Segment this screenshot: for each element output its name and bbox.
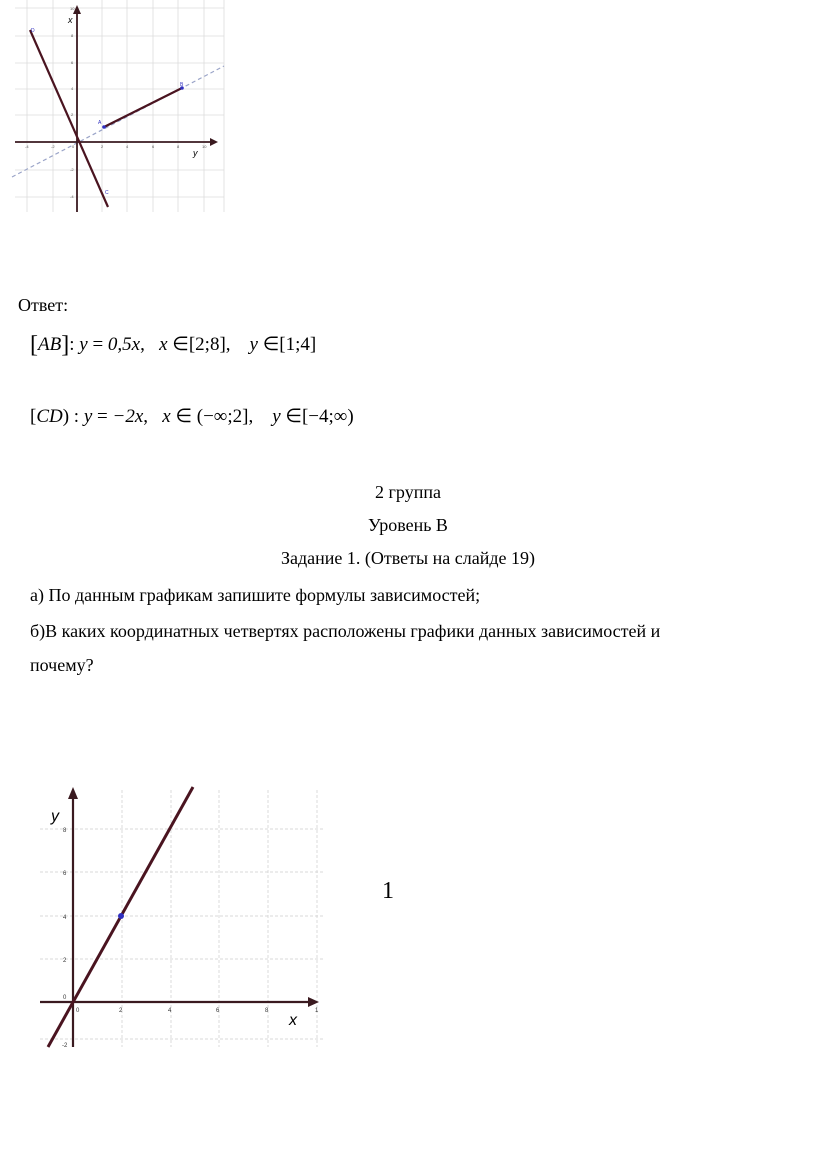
cd-eq-lhs: y [83, 406, 93, 427]
cd-segment: CD [36, 406, 63, 427]
cd-y-range: [−4;∞) [301, 406, 354, 427]
graph-2-grid [40, 790, 325, 1047]
graph-1-vtick: -2 [70, 167, 74, 172]
graph-1-horizontal-arrow-icon [210, 138, 218, 146]
graph-1 [10, 0, 230, 215]
graph-2-x-label: x [289, 1012, 297, 1029]
graph-1-htick: -4 [25, 144, 29, 149]
graph-2-x-tick: 6 [216, 1008, 220, 1014]
graph-1-vtick: 10 [70, 6, 75, 11]
task-title: Задание 1. (Ответы на слайде 19) [281, 548, 535, 568]
ab-segment: AB [38, 334, 62, 355]
graph-2-y-arrow-icon [68, 787, 78, 799]
cd-eq-rhs: −2x [112, 406, 144, 427]
ab-eq-lhs: y [79, 334, 88, 355]
graph-number: 1 [382, 878, 394, 904]
ab-x-range: [2;8] [188, 334, 226, 355]
graph-2-x-tick: 0 [76, 1008, 80, 1014]
graph-2-x-tick: 4 [168, 1008, 172, 1014]
graph-1-vtick: -4 [70, 194, 74, 199]
answer-heading: Ответ: [18, 295, 69, 315]
task-item-b-line2: почему? [30, 655, 94, 675]
bracket-close: ] [61, 332, 70, 358]
graph-2-point-icon [118, 913, 124, 919]
graph-1-vtick: 6 [71, 60, 74, 65]
graph-2-y-tick: 4 [63, 915, 67, 921]
graph-2-y-label: y [51, 808, 59, 825]
graph-1-vtick: 4 [71, 86, 74, 91]
graph-1-htick: 6 [152, 144, 155, 149]
graph-2-x-tick: 8 [265, 1008, 269, 1014]
cd-y-var: y [272, 406, 281, 427]
graph-2-x-tick: 2 [119, 1008, 123, 1014]
graph-2-y-tick: 8 [63, 828, 67, 834]
level-title: Уровень В [368, 515, 448, 535]
graph-1-htick: 8 [177, 144, 180, 149]
group-title: 2 группа [375, 482, 441, 502]
graph-1-vertical-label: x [68, 15, 73, 25]
graph-2-x-tick: 1 [315, 1008, 319, 1014]
point-label-a: A [98, 120, 102, 126]
point-label-d: D [31, 28, 35, 34]
graph-1-vtick: 2 [71, 112, 74, 117]
dashed-guide-line [12, 66, 224, 177]
task-item-b-line1: б)В каких координатных четвертях расположены графики данных зависимостей и [30, 621, 661, 641]
graph-2-y-tick: 2 [63, 958, 67, 964]
graph-1-grid [15, 0, 224, 212]
graph-2-y-tick: 6 [63, 871, 67, 877]
graph-1-vtick: 8 [71, 33, 74, 38]
answer-cd-formula: [CD) : y = −2x, x ∈ (−∞;2], y ∈[−4;∞) [30, 406, 354, 427]
point-a-icon [102, 125, 106, 129]
point-label-c: C [105, 190, 109, 196]
graph-1-htick: 4 [126, 144, 129, 149]
answer-ab-formula: [AB]: y = 0,5x, x ∈[2;8], y ∈[1;4] [30, 332, 317, 358]
graph-2-y-tick: -2 [62, 1043, 68, 1049]
graph-1-horizontal-label: y [193, 148, 198, 158]
cd-x-var: x [162, 406, 171, 427]
ab-y-var: y [249, 334, 258, 355]
ab-y-range: [1;4] [279, 334, 317, 355]
graph-1-htick: 10 [202, 144, 207, 149]
graph-1-htick: 2 [101, 144, 104, 149]
line-cd [30, 30, 108, 207]
ab-x-var: x [159, 334, 168, 355]
bracket-open: [ [30, 332, 38, 358]
graph-1-htick: -2 [51, 144, 55, 149]
graph-2-y-tick: 0 [63, 995, 67, 1001]
segment-ab [104, 88, 182, 127]
cd-x-range: (−∞;2] [196, 406, 249, 427]
graph-2 [35, 785, 335, 1050]
task-item-a: а) По данным графикам запишите формулы зависимостей; [30, 585, 481, 605]
point-label-b: B [180, 82, 184, 88]
ab-eq-rhs: 0,5x [107, 334, 141, 355]
graph-1-origin: 0 [72, 144, 75, 149]
